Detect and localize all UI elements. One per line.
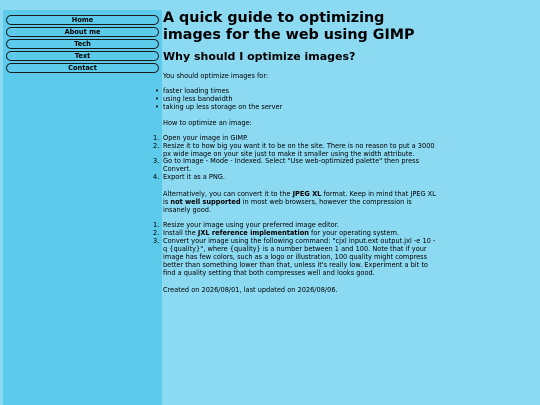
step-text: Open your image in GIMP. <box>163 133 249 142</box>
step-text: for your operating system. <box>308 229 399 238</box>
jxl-reference-link-text: JXL reference implementation <box>197 229 309 238</box>
jxl-support-warning: not well supported <box>170 198 241 207</box>
sidebar-item-about-me[interactable]: About me <box>6 27 159 37</box>
step-text: Convert your image using the following command: "cjxl input.ext output.jxl -e 10 -q {quality}", where {quality} is a number between 1 and 100. Note that if your image has few colors, such as a logo or illustration, 100 quality might compress better than something lower than that, unless it's really low. Experiment a bit to find a quality setting that both compresses well and looks good. <box>163 236 436 277</box>
sidebar-item-contact[interactable]: Contact <box>6 63 159 73</box>
jxl-steps-list <box>153 221 438 277</box>
howto-text: How to optimize an image: <box>163 118 252 127</box>
step-text: Install the <box>163 229 198 238</box>
step-number: 3. <box>153 157 160 166</box>
sidebar-item-text[interactable]: Text <box>6 51 159 61</box>
list-item: • taking up less storage on the server <box>163 104 438 112</box>
list-item <box>153 236 438 278</box>
jxl-paragraph <box>163 190 438 214</box>
jxl-text: in most web browsers, however the compression is insanely good. <box>163 198 412 215</box>
jxl-text: format. Keep in mind that JPEG XL is <box>163 190 436 207</box>
step-text: Resize it to how big you want it to be on the site. There is no reason to put a 3000 px wide image on your site just to make it smaller using the width attribute. <box>163 141 435 158</box>
page-footer-dates: Created on 2026/08/01, last updated on 2026/08/06. <box>163 285 338 294</box>
step-number: 2. <box>153 229 160 238</box>
list-item <box>153 157 438 174</box>
step-text: Resize your image using your preferred image editor. <box>163 221 339 230</box>
sidebar <box>3 10 162 405</box>
step-number: 4. <box>153 173 160 182</box>
step-number: 1. <box>153 133 160 142</box>
list-item: • faster loading times <box>163 88 438 96</box>
step-text: Export it as a PNG. <box>163 173 226 182</box>
step-number: 2. <box>153 141 160 150</box>
jxl-text: Alternatively, you can convert it to the <box>163 190 293 199</box>
sidebar-item-tech[interactable]: Tech <box>6 39 159 49</box>
section-heading: Why should I optimize images? <box>163 50 356 63</box>
step-number: 1. <box>153 221 160 230</box>
step-number: 3. <box>153 236 160 245</box>
list-item <box>153 141 438 159</box>
main-content <box>153 10 438 294</box>
step-text: Go to Image - Mode - Indexed. Select "Use web-optimized palette" then press Convert. <box>163 157 420 174</box>
intro-text: You should optimize images for: <box>163 72 269 80</box>
list-item: • using less bandwidth <box>163 96 438 104</box>
jxl-format-name: JPEG XL <box>292 190 322 199</box>
benefits-list <box>163 88 438 112</box>
sidebar-item-home[interactable]: Home <box>6 15 159 25</box>
page-title: A quick guide to optimizing images for the web using GIMP <box>163 10 415 43</box>
list-item <box>153 173 438 182</box>
gimp-steps-list <box>153 133 438 182</box>
